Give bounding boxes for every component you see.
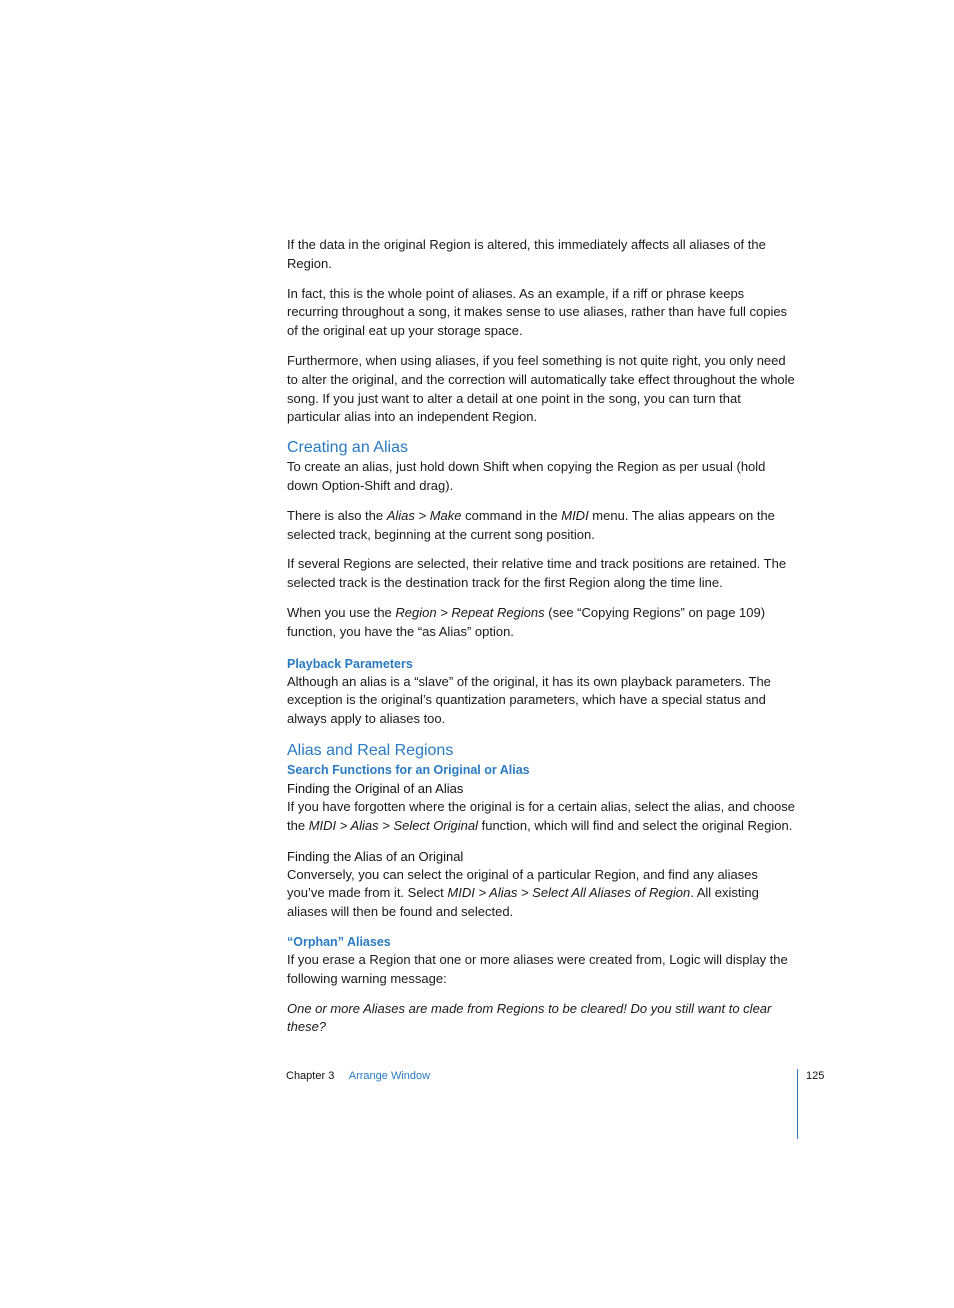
heading-playback-parameters: Playback Parameters	[287, 656, 413, 671]
heading-search-functions: Search Functions for an Original or Alias	[287, 762, 530, 777]
heading-finding-original: Finding the Original of an Alias	[287, 780, 464, 796]
footer-divider	[797, 1069, 798, 1139]
chapter-number: Chapter 3	[286, 1070, 335, 1082]
page-number: 125	[806, 1070, 825, 1082]
paragraph: If you erase a Region that one or more aliases were created from, Logic will display the following warning message:	[287, 951, 788, 986]
heading-orphan-aliases: “Orphan” Aliases	[287, 934, 391, 949]
paragraph: In fact, this is the whole point of aliases. As an example, if a riff or phrase keeps recurring throughout a song, it makes sense to use aliases, rather than have full copies of the original eat up your storage space.	[287, 285, 788, 339]
paragraph: When you use the Region > Repeat Regions (see “Copying Regions” on page 109) function, you have the “as Alias” option.	[287, 604, 766, 639]
paragraph: If the data in the original Region is altered, this immediately affects all aliases of the Region.	[287, 237, 766, 271]
chapter-title: Arrange Window	[348, 1070, 431, 1082]
paragraph: If several Regions are selected, their relative time and track positions are retained. The selected track is the destination track for the first Region along the time line.	[287, 556, 787, 591]
paragraph: To create an alias, just hold down Shift when copying the Region as per usual (hold down Option-Shift and drag).	[287, 459, 766, 493]
paragraph: Conversely, you can select the original of a particular Region, and find any aliases you’ve made from it. Select MIDI > Alias > Select All Aliases of Region. All existing aliases will then be found and selected.	[287, 866, 759, 920]
heading-alias-real-regions: Alias and Real Regions	[287, 741, 454, 759]
paragraph: Although an alias is a “slave” of the original, it has its own playback parameters. The exception is the original’s quantization parameters, which have a special status and always apply to aliases too.	[287, 673, 771, 727]
page-body	[287, 236, 797, 1037]
footer-chapter	[286, 1070, 430, 1082]
paragraph: There is also the Alias > Make command in the MIDI menu. The alias appears on the selected track, beginning at the current song position.	[287, 507, 775, 542]
warning-message: One or more Aliases are made from Regions to be cleared! Do you still want to clear these?	[287, 1000, 772, 1035]
heading-creating-alias: Creating an Alias	[287, 439, 408, 457]
paragraph: If you have forgotten where the original is for a certain alias, select the alias, and choose the MIDI > Alias > Select Original function, which will find and select the original Region.	[287, 798, 796, 833]
paragraph: Furthermore, when using aliases, if you feel something is not quite right, you only need to alter the original, and the correction will automatically take effect throughout the whole song. If you just want to alter a detail at one point in the song, you can turn that particular alias into an independent Region.	[287, 352, 795, 425]
heading-finding-alias: Finding the Alias of an Original	[287, 848, 464, 864]
